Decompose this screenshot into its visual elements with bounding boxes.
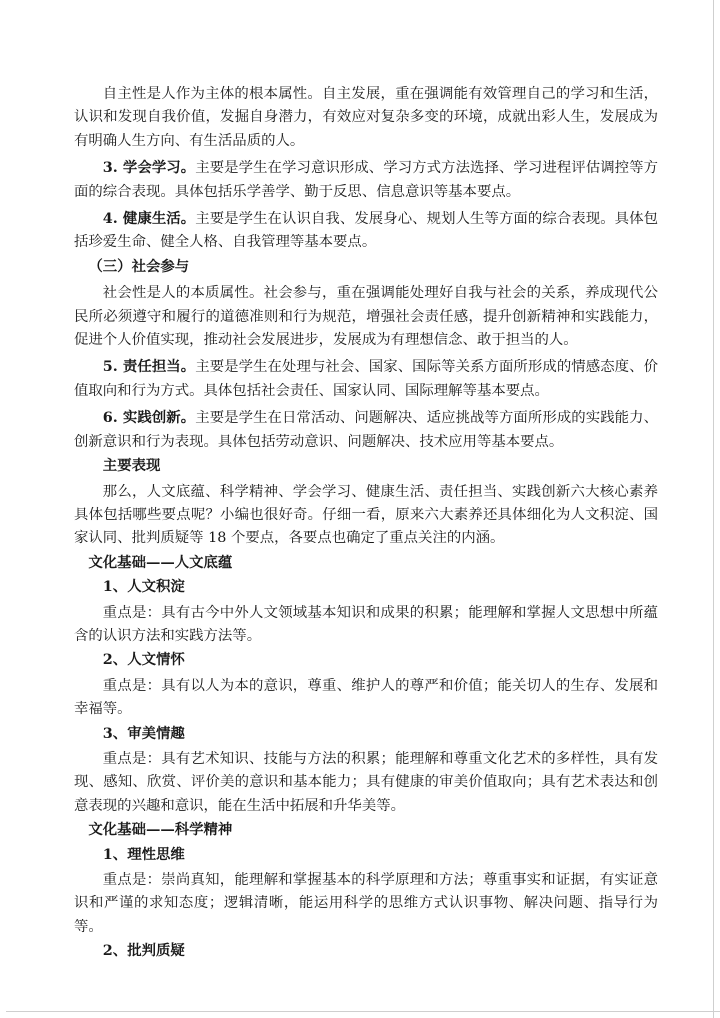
paragraph-healthy-life-body: 主要是学生在认识自我、发展身心、规划人生等方面的综合表现。具体包括珍爱生命、健全人格、自我管理等基本要点。 — [74, 211, 658, 251]
heading-aesthetic-taste: 3、审美情趣 — [102, 724, 185, 742]
paragraph-learning-body: 主要是学生在学习意识形成、学习方式方法选择、学习进程评估调控等方面的综合表现。具体包括乐学善学、勤于反思、信息意识等基本要点。 — [74, 160, 658, 200]
paragraph-innovation-title: 6. 实践创新。 — [102, 409, 196, 427]
paragraph-humanistic-care: 重点是：具有以人为本的意识，尊重、维护人的尊严和价值；能关切人的生存、发展和幸福等。 — [74, 677, 658, 718]
paragraph-autonomy: 自主性是人作为主体的根本属性。自主发展，重在强调能有效管理自己的学习和生活，认识和发现自我价值，发掘自身潜力，有效应对复杂多变的环境，成就出彩人生，发展成为有明确人生方向、有生活品质的人。 — [74, 86, 658, 149]
paragraph-learning-title: 3. 学会学习。 — [102, 159, 196, 177]
paragraph-sociality: 社会性是人的本质属性。社会参与，重在强调能处理好自我与社会的关系，养成现代公民所必须遵守和履行的道德准则和行为规范，增强社会责任感，提升创新精神和实践能力，促进个人价值实现，推动社会发展进步，发展成为有理想信念、敢于担当的人。 — [74, 285, 658, 349]
paragraph-responsibility-title: 5. 责任担当。 — [102, 358, 196, 376]
paragraph-overview: 那么，人文底蕴、科学精神、学会学习、健康生活、责任担当、实践创新六大核心素养具体包括哪些要点呢？小编也很好奇。仔细一看，原来六大素养还具体细化为人文积淀、国家认同、批判质疑等 18 个要点，各要点也确定了重点关注的内涵。 — [74, 483, 658, 547]
paragraph-innovation — [74, 406, 658, 454]
page-border-bottom — [6, 1011, 720, 1012]
heading-humanistic-care: 2、人文情怀 — [102, 651, 185, 669]
heading-humanities-accumulation: 1、人文积淀 — [102, 578, 185, 596]
paragraph-innovation-body: 主要是学生在日常活动、问题解决、适应挑战等方面所形成的实践能力、创新意识和行为表现。具体包括劳动意识、问题解决、技术应用等基本要点。 — [74, 410, 658, 450]
heading-culture-science-text: 文化基础——科学精神 — [88, 821, 233, 839]
paragraph-aesthetic-taste: 重点是：具有艺术知识、技能与方法的积累；能理解和尊重文化艺术的多样性，具有发现、感知、欣赏、评价美的意识和基本能力；具有健康的审美价值取向；具有艺术表达和创意表现的兴趣和意识，能在生活中拓展和升华美等。 — [74, 750, 658, 814]
paragraph-humanities-accumulation: 重点是：具有古今中外人文领域基本知识和成果的积累；能理解和掌握人文思想中所蕴含的认识方法和实践方法等。 — [74, 604, 658, 644]
page-border-right — [713, 0, 714, 1018]
paragraph-healthy-life — [74, 207, 658, 255]
heading-culture-humanities-text: 文化基础——人文底蕴 — [88, 553, 233, 571]
heading-rational-thinking: 1、理性思维 — [102, 845, 185, 863]
paragraph-healthy-life-title: 4. 健康生活。 — [102, 210, 196, 228]
heading-culture-humanities — [74, 551, 658, 575]
document-body — [74, 83, 658, 963]
paragraph-learning — [74, 156, 658, 204]
paragraph-rational-thinking: 重点是：崇尚真知，能理解和掌握基本的科学原理和方法；尊重事实和证据，有实证意识和严谨的求知态度；逻辑清晰，能运用科学的思维方式认识事物、解决问题、指导行为等。 — [74, 872, 658, 935]
section-heading-social-text: （三）社会参与 — [88, 257, 190, 275]
paragraph-responsibility — [74, 355, 658, 403]
heading-culture-science — [74, 818, 658, 842]
heading-critical-questioning: 2、批判质疑 — [102, 942, 185, 960]
paragraph-responsibility-body: 主要是学生在处理与社会、国家、国际等关系方面所形成的情感态度、价值取向和行为方式。具体包括社会责任、国家认同、国际理解等基本要点。 — [74, 359, 658, 399]
section-heading-social — [74, 255, 658, 279]
heading-main-performance: 主要表现 — [102, 457, 161, 475]
